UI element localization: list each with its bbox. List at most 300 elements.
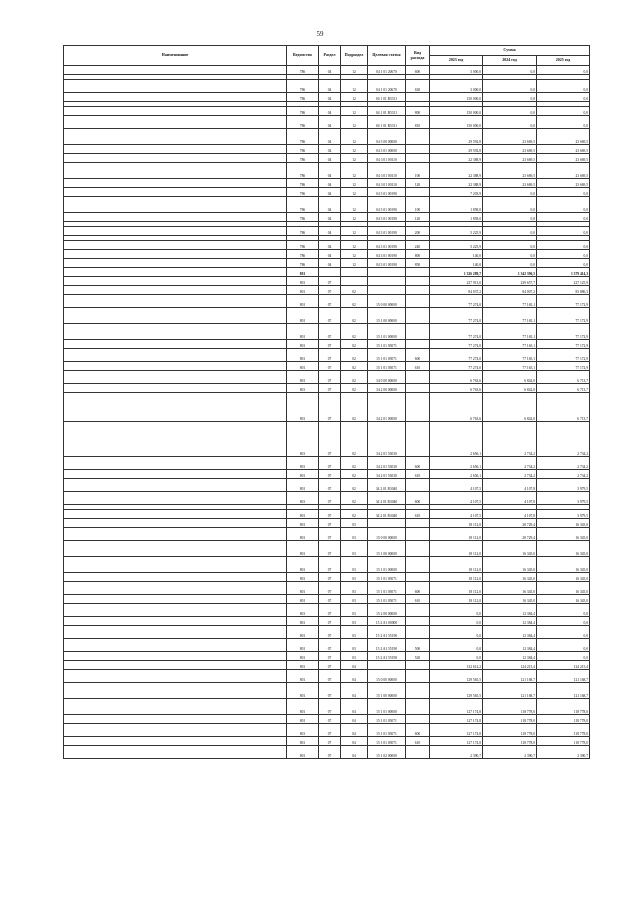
- table-row: [64, 93, 590, 102]
- row-section: 04: [319, 116, 341, 129]
- table-row: [64, 384, 590, 393]
- table-row: [64, 541, 590, 557]
- row-sum-2024: 239 657,7: [483, 277, 537, 286]
- row-subsection: 02: [341, 371, 368, 384]
- row-target-article: 04 3 01 00190: [368, 241, 406, 250]
- row-subsection: 12: [341, 107, 368, 116]
- row-dept: 801: [287, 724, 319, 737]
- row-sum-2024: 118 778,0: [483, 715, 537, 724]
- row-sum-2024: 118 778,0: [483, 699, 537, 715]
- row-sum-2024: 4 107,8: [483, 510, 537, 519]
- row-expense-type: [406, 324, 430, 340]
- row-section: 04: [319, 241, 341, 250]
- row-name: [64, 715, 287, 724]
- row-expense-type: 800: [406, 107, 430, 116]
- row-sum-2023: 150 000,0: [430, 93, 483, 102]
- row-dept: 801: [287, 557, 319, 573]
- row-subsection: 03: [341, 595, 368, 604]
- row-sum-2024: 0,0: [483, 93, 537, 102]
- row-sum-2024: 0,0: [483, 66, 537, 75]
- row-sum-2025: 2 734,2: [537, 470, 590, 479]
- row-sum-2025: 16 345,0: [537, 573, 590, 582]
- row-name: [64, 163, 287, 179]
- row-sum-2024: 12 384,4: [483, 652, 537, 661]
- row-target-article: 15 1 01 00000: [368, 557, 406, 573]
- row-target-article: 15 1 01 00000: [368, 699, 406, 715]
- table-row: [64, 241, 590, 250]
- page-number: 59: [316, 30, 324, 38]
- row-sum-2023: 4 107,5: [430, 510, 483, 519]
- row-expense-type: 100: [406, 163, 430, 179]
- row-name: [64, 197, 287, 213]
- row-subsection: 02: [341, 324, 368, 340]
- row-dept: 786: [287, 129, 319, 145]
- row-sum-2025: 83 886,3: [537, 286, 590, 295]
- row-expense-type: 610: [406, 470, 430, 479]
- budget-table-container: [63, 45, 589, 759]
- header-sum: Сумма: [430, 46, 590, 56]
- row-dept: 801: [287, 595, 319, 604]
- row-sum-2023: 5 225,9: [430, 227, 483, 236]
- row-sum-2025: 0,0: [537, 259, 590, 268]
- row-name: [64, 492, 287, 505]
- row-subsection: 03: [341, 582, 368, 595]
- table-row: [64, 362, 590, 371]
- row-dept: 801: [287, 308, 319, 324]
- row-sum-2023: 0,0: [430, 604, 483, 617]
- row-section: 07: [319, 277, 341, 286]
- row-sum-2024: 77 165,1: [483, 349, 537, 362]
- row-section: 07: [319, 492, 341, 505]
- row-subsection: 03: [341, 652, 368, 661]
- row-subsection: [341, 277, 368, 286]
- row-dept: 801: [287, 384, 319, 393]
- table-body: [64, 66, 590, 759]
- row-expense-type: [406, 286, 430, 295]
- table-row: [64, 604, 590, 617]
- row-expense-type: [406, 528, 430, 541]
- row-section: 07: [319, 286, 341, 295]
- row-expense-type: [406, 699, 430, 715]
- row-sum-2023: 1 858,0: [430, 213, 483, 222]
- row-sum-2024: 0,0: [483, 188, 537, 197]
- row-dept: 801: [287, 362, 319, 371]
- row-expense-type: [406, 340, 430, 349]
- row-sum-2023: 140,0: [430, 250, 483, 259]
- row-target-article: 04 3 01 00110: [368, 163, 406, 179]
- row-expense-type: [406, 715, 430, 724]
- row-sum-2024: 12 384,4: [483, 626, 537, 639]
- row-expense-type: 100: [406, 197, 430, 213]
- row-expense-type: [406, 573, 430, 582]
- row-sum-2023: 127 174,8: [430, 699, 483, 715]
- row-sum-2024: 0,0: [483, 227, 537, 236]
- row-expense-type: 610: [406, 362, 430, 371]
- row-subsection: 04: [341, 746, 368, 759]
- row-section: 07: [319, 470, 341, 479]
- row-dept: 786: [287, 163, 319, 179]
- row-name: [64, 188, 287, 197]
- table-row: [64, 340, 590, 349]
- row-dept: 801: [287, 652, 319, 661]
- row-section: 04: [319, 227, 341, 236]
- row-sum-2023: 22 388,9: [430, 163, 483, 179]
- row-sum-2023: 77 274,0: [430, 295, 483, 308]
- table-row: [64, 479, 590, 492]
- row-sum-2025: 16 345,0: [537, 582, 590, 595]
- row-sum-2025: 121 168,7: [537, 683, 590, 699]
- row-sum-2025: 0,0: [537, 250, 590, 259]
- row-target-article: [368, 519, 406, 528]
- row-expense-type: 600: [406, 66, 430, 75]
- row-target-article: 34 2 01 R3040: [368, 479, 406, 492]
- row-sum-2025: 0,0: [537, 80, 590, 93]
- row-subsection: 12: [341, 259, 368, 268]
- row-dept: 786: [287, 179, 319, 188]
- row-name: [64, 154, 287, 163]
- row-section: [319, 268, 341, 277]
- row-target-article: 15 2 00 00000: [368, 604, 406, 617]
- row-subsection: 12: [341, 93, 368, 102]
- row-dept: 786: [287, 197, 319, 213]
- row-section: 07: [319, 573, 341, 582]
- row-section: 04: [319, 107, 341, 116]
- row-expense-type: 600: [406, 349, 430, 362]
- row-section: 07: [319, 595, 341, 604]
- row-name: [64, 66, 287, 75]
- header-year-2024: 2024 год: [483, 56, 537, 66]
- row-section: 04: [319, 179, 341, 188]
- row-sum-2023: 77 274,0: [430, 324, 483, 340]
- row-subsection: 02: [341, 492, 368, 505]
- row-dept: 786: [287, 259, 319, 268]
- row-sum-2025: 124 215,4: [537, 661, 590, 670]
- row-sum-2023: 3 000,0: [430, 66, 483, 75]
- table-row: [64, 573, 590, 582]
- table-row: [64, 715, 590, 724]
- row-sum-2023: 237 913,0: [430, 277, 483, 286]
- row-sum-2024: 16 345,0: [483, 595, 537, 604]
- row-sum-2023: 3 000,0: [430, 80, 483, 93]
- row-expense-type: 810: [406, 116, 430, 129]
- row-dept: 801: [287, 479, 319, 492]
- row-expense-type: [406, 519, 430, 528]
- row-target-article: 15 0 00 00000: [368, 528, 406, 541]
- row-target-article: 15 1 01 05071: [368, 737, 406, 746]
- row-dept: 801: [287, 286, 319, 295]
- row-name: [64, 259, 287, 268]
- row-section: 07: [319, 519, 341, 528]
- row-subsection: 12: [341, 80, 368, 93]
- row-dept: 801: [287, 670, 319, 683]
- row-sum-2025: 0,0: [537, 604, 590, 617]
- row-sum-2024: 124 215,4: [483, 661, 537, 670]
- row-name: [64, 295, 287, 308]
- row-sum-2024: 2 734,2: [483, 470, 537, 479]
- row-subsection: 02: [341, 362, 368, 371]
- table-row: [64, 286, 590, 295]
- row-sum-2024: 28 729,4: [483, 528, 537, 541]
- table-row: [64, 154, 590, 163]
- row-subsection: 12: [341, 250, 368, 259]
- table-row: [64, 80, 590, 93]
- row-name: [64, 107, 287, 116]
- row-expense-type: 600: [406, 492, 430, 505]
- row-section: 07: [319, 295, 341, 308]
- row-expense-type: 600: [406, 457, 430, 470]
- row-target-article: 04 3 01 00190: [368, 197, 406, 213]
- row-dept: 801: [287, 737, 319, 746]
- row-dept: 801: [287, 715, 319, 724]
- row-name: [64, 349, 287, 362]
- row-sum-2025: 77 172,9: [537, 340, 590, 349]
- row-section: 07: [319, 371, 341, 384]
- row-name: [64, 626, 287, 639]
- row-sum-2025: 0,0: [537, 626, 590, 639]
- table-row: [64, 107, 590, 116]
- row-target-article: 04 1 01 20670: [368, 80, 406, 93]
- row-target-article: 15 0 00 00000: [368, 295, 406, 308]
- row-dept: 801: [287, 340, 319, 349]
- row-sum-2023: 150 000,0: [430, 107, 483, 116]
- row-name: [64, 724, 287, 737]
- row-dept: 786: [287, 80, 319, 93]
- table-row: [64, 519, 590, 528]
- row-target-article: 15 1 01 05071: [368, 724, 406, 737]
- row-sum-2023: 77 274,0: [430, 349, 483, 362]
- row-sum-2024: 0,0: [483, 241, 537, 250]
- row-name: [64, 308, 287, 324]
- row-name: [64, 582, 287, 595]
- row-dept: 801: [287, 617, 319, 626]
- row-sum-2024: 16 345,0: [483, 573, 537, 582]
- row-sum-2025: 2 390,7: [537, 746, 590, 759]
- row-section: 04: [319, 259, 341, 268]
- row-expense-type: [406, 541, 430, 557]
- table-row: [64, 557, 590, 573]
- row-section: 07: [319, 362, 341, 371]
- row-dept: 786: [287, 93, 319, 102]
- table-row: [64, 308, 590, 324]
- row-sum-2023: 150 000,0: [430, 116, 483, 129]
- row-sum-2023: 29 592,8: [430, 129, 483, 145]
- row-sum-2024: 2 390,7: [483, 746, 537, 759]
- row-sum-2025: 0,0: [537, 116, 590, 129]
- row-subsection: 03: [341, 519, 368, 528]
- row-dept: 786: [287, 116, 319, 129]
- header-year-2023: 2023 год: [430, 56, 483, 66]
- row-expense-type: 120: [406, 179, 430, 188]
- row-section: 04: [319, 154, 341, 163]
- row-sum-2025: 2 734,2: [537, 457, 590, 470]
- row-sum-2023: 0,0: [430, 639, 483, 652]
- row-sum-2024: 23 669,5: [483, 163, 537, 179]
- row-target-article: [368, 661, 406, 670]
- row-name: [64, 595, 287, 604]
- row-sum-2024: 4 107,8: [483, 492, 537, 505]
- row-target-article: 04 3 01 00110: [368, 154, 406, 163]
- row-sum-2025: 16 345,0: [537, 541, 590, 557]
- row-target-article: 15 1 00 00000: [368, 683, 406, 699]
- row-dept: 801: [287, 573, 319, 582]
- row-sum-2023: 6 763,6: [430, 384, 483, 393]
- table-header: [64, 46, 590, 66]
- row-target-article: [368, 277, 406, 286]
- row-target-article: 04 1 01 R5311: [368, 93, 406, 102]
- row-name: [64, 470, 287, 479]
- table-row: [64, 582, 590, 595]
- row-sum-2025: 0,0: [537, 639, 590, 652]
- row-section: 07: [319, 683, 341, 699]
- row-sum-2023: 140,0: [430, 259, 483, 268]
- row-expense-type: [406, 604, 430, 617]
- row-target-article: 04 1 01 20670: [368, 66, 406, 75]
- row-sum-2024: 28 729,4: [483, 519, 537, 528]
- row-dept: 801: [287, 349, 319, 362]
- row-dept: 801: [287, 541, 319, 557]
- row-sum-2023: 6 763,6: [430, 393, 483, 422]
- table-row: [64, 179, 590, 188]
- row-expense-type: [406, 746, 430, 759]
- row-sum-2025: 0,0: [537, 241, 590, 250]
- table-row: [64, 188, 590, 197]
- table-row: [64, 422, 590, 457]
- row-name: [64, 422, 287, 457]
- row-target-article: 15 1 01 00000: [368, 324, 406, 340]
- row-subsection: 12: [341, 197, 368, 213]
- row-expense-type: 600: [406, 724, 430, 737]
- table-row: [64, 163, 590, 179]
- row-name: [64, 519, 287, 528]
- row-subsection: 12: [341, 66, 368, 75]
- row-dept: 801: [287, 295, 319, 308]
- row-target-article: 15 1 01 05071: [368, 349, 406, 362]
- row-name: [64, 116, 287, 129]
- row-section: 07: [319, 699, 341, 715]
- row-sum-2025: 6 713,7: [537, 384, 590, 393]
- row-sum-2025: 0,0: [537, 93, 590, 102]
- row-section: 07: [319, 746, 341, 759]
- table-row: [64, 457, 590, 470]
- row-section: 04: [319, 66, 341, 75]
- table-row: [64, 724, 590, 737]
- row-target-article: 34 2 01 53030: [368, 457, 406, 470]
- row-name: [64, 528, 287, 541]
- table-row: [64, 670, 590, 683]
- row-sum-2023: 0,0: [430, 626, 483, 639]
- row-sum-2023: 4 107,5: [430, 479, 483, 492]
- row-section: 07: [319, 340, 341, 349]
- row-expense-type: 200: [406, 227, 430, 236]
- row-sum-2024: 6 842,0: [483, 371, 537, 384]
- row-name: [64, 573, 287, 582]
- table-row: [64, 116, 590, 129]
- row-subsection: 04: [341, 661, 368, 670]
- table-row: [64, 595, 590, 604]
- row-target-article: 34 2 00 00000: [368, 384, 406, 393]
- row-subsection: 04: [341, 699, 368, 715]
- row-sum-2024: 6 842,0: [483, 384, 537, 393]
- row-subsection: 02: [341, 457, 368, 470]
- row-sum-2023: 84 037,2: [430, 286, 483, 295]
- row-target-article: 34 2 01 R3040: [368, 510, 406, 519]
- row-sum-2025: 6 713,7: [537, 371, 590, 384]
- header-target-article: Целевая статья: [368, 46, 406, 66]
- row-section: 07: [319, 422, 341, 457]
- row-name: [64, 277, 287, 286]
- table-row: [64, 652, 590, 661]
- row-expense-type: [406, 393, 430, 422]
- row-sum-2024: 23 669,5: [483, 154, 537, 163]
- table-row: [64, 268, 590, 277]
- row-target-article: 04 3 00 00000: [368, 129, 406, 145]
- row-section: 07: [319, 457, 341, 470]
- row-sum-2024: 12 384,4: [483, 639, 537, 652]
- table-row: [64, 393, 590, 422]
- row-dept: 801: [287, 582, 319, 595]
- row-sum-2024: 12 384,4: [483, 617, 537, 626]
- row-sum-2024: 77 165,1: [483, 340, 537, 349]
- row-sum-2023: 18 112,0: [430, 541, 483, 557]
- row-sum-2023: 129 565,5: [430, 670, 483, 683]
- row-target-article: 15 1 01 05071: [368, 582, 406, 595]
- row-sum-2025: 0,0: [537, 107, 590, 116]
- row-subsection: 02: [341, 393, 368, 422]
- table-row: [64, 639, 590, 652]
- row-section: 07: [319, 528, 341, 541]
- row-name: [64, 639, 287, 652]
- row-sum-2024: 0,0: [483, 197, 537, 213]
- row-section: 07: [319, 510, 341, 519]
- row-section: 07: [319, 541, 341, 557]
- row-section: 07: [319, 582, 341, 595]
- row-section: 07: [319, 393, 341, 422]
- row-name: [64, 652, 287, 661]
- table-row: [64, 129, 590, 145]
- row-target-article: 15 2 A1 00000: [368, 617, 406, 626]
- table-row: [64, 259, 590, 268]
- row-sum-2025: 16 345,0: [537, 519, 590, 528]
- row-sum-2025: 23 669,5: [537, 129, 590, 145]
- row-sum-2024: 118 778,0: [483, 737, 537, 746]
- row-name: [64, 604, 287, 617]
- row-sum-2024: 23 669,5: [483, 145, 537, 154]
- row-sum-2023: 127 174,8: [430, 737, 483, 746]
- row-sum-2025: 0,0: [537, 227, 590, 236]
- row-dept: 786: [287, 227, 319, 236]
- row-target-article: 15 1 01 05071: [368, 340, 406, 349]
- row-expense-type: [406, 145, 430, 154]
- row-target-article: 15 1 00 00000: [368, 308, 406, 324]
- row-subsection: 12: [341, 116, 368, 129]
- row-section: 07: [319, 349, 341, 362]
- row-expense-type: [406, 268, 430, 277]
- row-name: [64, 227, 287, 236]
- row-expense-type: [406, 93, 430, 102]
- table-row: [64, 746, 590, 759]
- row-sum-2023: 129 565,5: [430, 683, 483, 699]
- row-subsection: 03: [341, 541, 368, 557]
- row-sum-2023: 5 225,9: [430, 241, 483, 250]
- row-section: 04: [319, 197, 341, 213]
- row-subsection: 02: [341, 340, 368, 349]
- row-sum-2025: 77 172,9: [537, 362, 590, 371]
- row-sum-2024: 16 345,0: [483, 582, 537, 595]
- row-sum-2023: 18 112,0: [430, 573, 483, 582]
- row-sum-2025: 16 345,0: [537, 595, 590, 604]
- row-expense-type: [406, 479, 430, 492]
- row-sum-2024: 77 165,1: [483, 308, 537, 324]
